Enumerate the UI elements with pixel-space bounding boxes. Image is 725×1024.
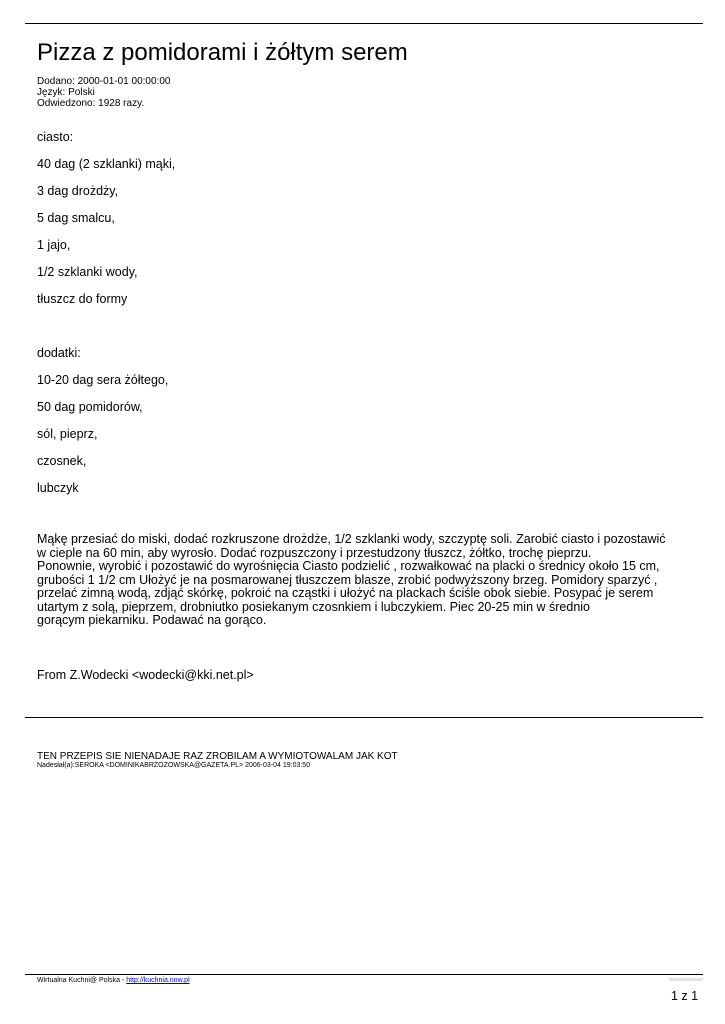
footer-divider: [25, 974, 703, 975]
footer-site: [37, 977, 190, 984]
instruction-line: przelać zimną wodą, zdjąć skórkę, pokroić na cząstki i ułożyć na plackach ściśle obok siebie. Posypać je serem: [37, 586, 654, 600]
recipe-source: From Z.Wodecki <wodecki@kki.net.pl>: [37, 668, 254, 682]
extras-item: sól, pieprz,: [37, 427, 98, 441]
footer-site-name: Wirtualna Kuchni@ Polska -: [37, 977, 127, 984]
instruction-line: Mąkę przesiać do miski, dodać rozkruszone drożdże, 1/2 szklanki wody, szczyptę soli. Zarobić ciasto i pozostawić: [37, 532, 666, 546]
dough-item: 5 dag smalcu,: [37, 211, 115, 225]
dough-item: tłuszcz do formy: [37, 292, 128, 306]
dough-item: 1 jajo,: [37, 238, 71, 252]
meta-added: Dodano: 2000-01-01 00:00:00: [37, 76, 171, 87]
dough-item: 1/2 szklanki wody,: [37, 265, 138, 279]
instruction-line: Ponownie, wyrobić i pozostawić do wyrośnięcia Ciasto podzielić , rozwałkować na placki o średnicy około 15 cm,: [37, 559, 660, 573]
recipe-title: Pizza z pomidorami i żółtym serem: [37, 39, 408, 66]
dough-item: 40 dag (2 szklanki) mąki,: [37, 157, 176, 171]
instruction-line: grubości 1 1/2 cm Ułożyć je na posmarowanej tłuszczem blasze, zrobić podwyższony brzeg. Pomidory sparzyć ,: [37, 572, 658, 587]
instruction-line: utartym z solą, pieprzem, drobniutko posiekanym czosnkiem i lubczykiem. Piec 20-25 min w średnio: [37, 599, 591, 614]
dough-item: 3 dag drożdży,: [37, 184, 119, 198]
recipe-meta: [37, 76, 170, 109]
dough-heading: ciasto:: [37, 130, 74, 144]
extras-item: lubczyk: [37, 481, 79, 495]
instruction-line: w cieple na 60 min, aby wyrosło. Dodać rozpuszczony i przestudzony tłuszcz, żółtko, trochę pieprzu.: [37, 545, 592, 560]
instruction-line: gorącym piekarniku. Podawać na gorąco.: [37, 613, 267, 627]
footer-site-link[interactable]: http://kuchnia.now.pl: [126, 977, 190, 984]
extras-item: 50 dag pomidorów,: [37, 400, 143, 414]
instructions-paragraph: [37, 533, 687, 628]
meta-language: Język: Polski: [37, 87, 95, 98]
top-divider: [25, 23, 703, 24]
extras-item: czosnek,: [37, 454, 87, 468]
comment-text: TEN PRZEPIS SIE NIENADAJE RAZ ZROBILAM A WYMIOTOWALAM JAK KOT: [37, 751, 398, 762]
page-number: 1 z 1: [671, 989, 699, 1003]
extras-item: 10-20 dag sera żółtego,: [37, 373, 169, 387]
comment-author: Nadesłał(a):SEROKA <DOMINIKABRZOZOWSKA@GAZETA.PL> 2006-03-04 19:03:50: [37, 762, 311, 769]
footer-mark: [669, 978, 703, 981]
meta-visited: Odwiedzono: 1928 razy.: [37, 98, 145, 109]
extras-heading: dodatki:: [37, 346, 81, 360]
comments-divider: [25, 717, 703, 718]
